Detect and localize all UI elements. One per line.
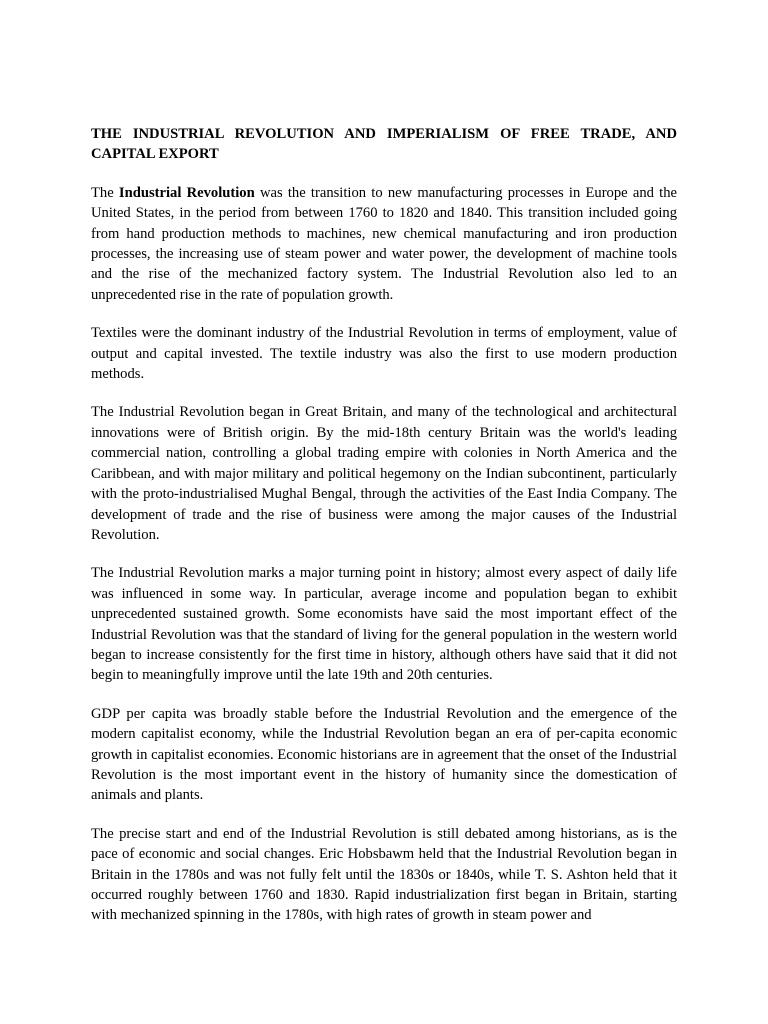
intro-paragraph [91, 183, 677, 305]
document-title: THE INDUSTRIAL REVOLUTION AND IMPERIALISM OF FREE TRADE, AND CAPITAL EXPORT [91, 126, 677, 163]
intro-bold-term: Industrial Revolution [118, 184, 255, 201]
paragraph-debate: The precise start and end of the Industrial Revolution is still debated among historians, as is the pace of economic and social changes. Eric Hobsbawm held that the Industrial Revolution began in Britain in the 1780s and was not fully felt until the 1830s or 1840s, while T. S. Ashton held that it occurred roughly between 1760 and 1830. Rapid industrialization first began in Britain, starting with mechanized spinning in the 1780s, with high rates of growth in steam power and [91, 825, 677, 924]
paragraph-textiles: Textiles were the dominant industry of the Industrial Revolution in terms of employment, value of output and capital invested. The textile industry was also the first to use modern production methods. [91, 325, 677, 383]
paragraph-great-britain: The Industrial Revolution began in Great Britain, and many of the technological and architectural innovations were of British origin. By the mid-18th century Britain was the world's leading commercial nation, controlling a global trading empire with colonies in North America and the Caribbean, and with major military and political hegemony on the Indian subcontinent, particularly with the proto-industrialised Mughal Bengal, through the activities of the East India Company. The development of trade and the rise of business were among the major causes of the Industrial Revolution. [91, 404, 677, 543]
intro-rest: was the transition to new manufacturing processes in Europe and the United States, in the period from between 1760 to 1820 and 1840. This transition included going from hand production methods to machines, new chemical manufacturing and iron production processes, the increasing use of steam power and water power, the development of machine tools and the rise of the mechanized factory system. The Industrial Revolution also led to an unprecedented rise in the rate of population growth. [91, 184, 677, 303]
intro-lead: The [91, 184, 119, 201]
document-page [91, 124, 677, 944]
paragraph-turning-point: The Industrial Revolution marks a major turning point in history; almost every aspect of daily life was influenced in some way. In particular, average income and population began to exhibit unprecedented sustained growth. Some economists have said the most important effect of the Industrial Revolution was that the standard of living for the general population in the western world began to increase consistently for the first time in history, although others have said that it did not begin to meaningfully improve until the late 19th and 20th centuries. [91, 565, 677, 684]
paragraph-gdp: GDP per capita was broadly stable before the Industrial Revolution and the emergence of the modern capitalist economy, while the Industrial Revolution began an era of per-capita economic growth in capitalist economies. Economic historians are in agreement that the onset of the Industrial Revolution is the most important event in the history of humanity since the domestication of animals and plants. [91, 705, 677, 804]
